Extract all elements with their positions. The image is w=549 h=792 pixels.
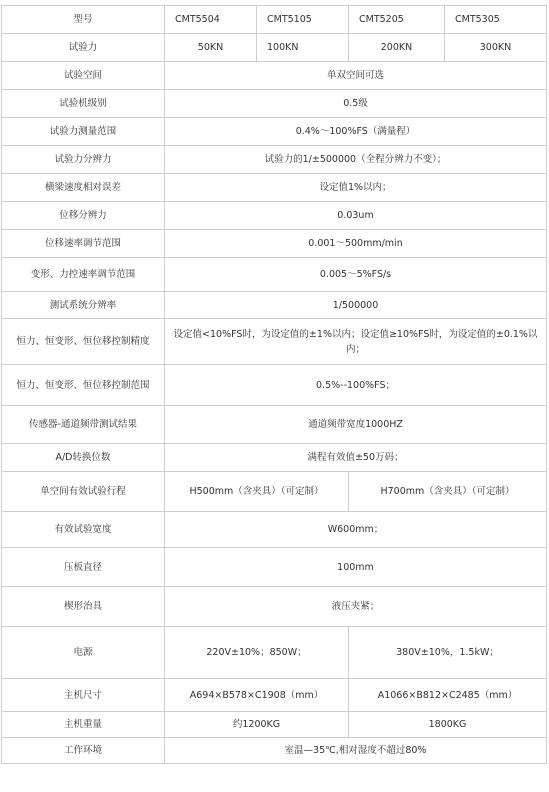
row-value: 试验力的1/±500000（全程分辨力不变）； bbox=[165, 146, 547, 174]
force-cell: 50KN bbox=[165, 34, 257, 62]
table-row bbox=[2, 230, 547, 258]
row-label: 试验机级别 bbox=[2, 90, 165, 118]
row-label: 试验空间 bbox=[2, 62, 165, 90]
table-row bbox=[2, 90, 547, 118]
row-value: 100mm bbox=[165, 548, 547, 587]
table-row bbox=[2, 319, 547, 365]
row-value: 设定值<10%FS时，为设定值的±1%以内；设定值≥10%FS时，为设定值的±0.1%以内； bbox=[165, 319, 547, 365]
row-label: 恒力、恒变形、恒位移控制精度 bbox=[2, 319, 165, 365]
row-value: 设定值1%以内； bbox=[165, 174, 547, 202]
row-label: 楔形治具 bbox=[2, 587, 165, 627]
row-value: 0.5级 bbox=[165, 90, 547, 118]
row-value-right: A1066×B812×C2485（mm） bbox=[349, 679, 547, 712]
row-value-left: 约1200KG bbox=[165, 712, 349, 738]
table-row bbox=[2, 444, 547, 472]
model-cell: CMT5105 bbox=[257, 6, 349, 34]
force-cell: 200KN bbox=[349, 34, 445, 62]
row-label: 传感器-通道频带测试结果 bbox=[2, 406, 165, 444]
row-label: 工作环境 bbox=[2, 738, 165, 764]
table-row bbox=[2, 512, 547, 548]
table-row bbox=[2, 365, 547, 406]
row-value-right: H700mm（含夹具）（可定制） bbox=[349, 472, 547, 512]
table-row bbox=[2, 174, 547, 202]
row-label: 位移速率调节范围 bbox=[2, 230, 165, 258]
row-label: 主机尺寸 bbox=[2, 679, 165, 712]
row-value: 0.005～5%FS/s bbox=[165, 258, 547, 292]
table-row bbox=[2, 62, 547, 90]
table-row bbox=[2, 146, 547, 174]
row-label: 横梁速度相对误差 bbox=[2, 174, 165, 202]
row-value: 0.03um bbox=[165, 202, 547, 230]
row-value: 1/500000 bbox=[165, 292, 547, 319]
table-row bbox=[2, 118, 547, 146]
row-label: 型号 bbox=[2, 6, 165, 34]
table-row-model bbox=[2, 6, 547, 34]
row-value: 0.001～500mm/min bbox=[165, 230, 547, 258]
table-row-stroke bbox=[2, 472, 547, 512]
row-value: W600mm； bbox=[165, 512, 547, 548]
row-label: 变形、力控速率调节范围 bbox=[2, 258, 165, 292]
table-row bbox=[2, 587, 547, 627]
row-label: 恒力、恒变形、恒位移控制范围 bbox=[2, 365, 165, 406]
row-label: 位移分辨力 bbox=[2, 202, 165, 230]
table-row bbox=[2, 406, 547, 444]
row-label: 电源 bbox=[2, 627, 165, 679]
force-cell: 100KN bbox=[257, 34, 349, 62]
table-row-size bbox=[2, 679, 547, 712]
row-value: 0.4%～100%FS（满量程） bbox=[165, 118, 547, 146]
row-label: 测试系统分辨率 bbox=[2, 292, 165, 319]
row-value: 0.5%--100%FS； bbox=[165, 365, 547, 406]
row-value: 满程有效值±50万码； bbox=[165, 444, 547, 472]
row-value-left: 220V±10%；850W； bbox=[165, 627, 349, 679]
row-label: 压板直径 bbox=[2, 548, 165, 587]
table-row bbox=[2, 202, 547, 230]
row-value-right: 380V±10%，1.5kW； bbox=[349, 627, 547, 679]
row-label: 试验力分辨力 bbox=[2, 146, 165, 174]
table-row bbox=[2, 548, 547, 587]
table-row-env bbox=[2, 738, 547, 764]
row-label: 单空间有效试验行程 bbox=[2, 472, 165, 512]
force-cell: 300KN bbox=[445, 34, 547, 62]
row-value: 室温—35℃,相对湿度不超过80% bbox=[165, 738, 547, 764]
table-row bbox=[2, 258, 547, 292]
row-value: 单双空间可选 bbox=[165, 62, 547, 90]
row-value-left: H500mm（含夹具）（可定制） bbox=[165, 472, 349, 512]
model-cell: CMT5504 bbox=[165, 6, 257, 34]
row-value: 通道频带宽度1000HZ bbox=[165, 406, 547, 444]
table-row-power bbox=[2, 627, 547, 679]
row-label: 试验力测量范围 bbox=[2, 118, 165, 146]
row-label: 主机重量 bbox=[2, 712, 165, 738]
table-row-weight bbox=[2, 712, 547, 738]
table-row bbox=[2, 292, 547, 319]
spec-table bbox=[1, 5, 547, 764]
table-row-force bbox=[2, 34, 547, 62]
row-value-left: A694×B578×C1908（mm） bbox=[165, 679, 349, 712]
row-label: 试验力 bbox=[2, 34, 165, 62]
model-cell: CMT5305 bbox=[445, 6, 547, 34]
row-value: 液压夹紧； bbox=[165, 587, 547, 627]
row-value-right: 1800KG bbox=[349, 712, 547, 738]
model-cell: CMT5205 bbox=[349, 6, 445, 34]
row-label: 有效试验宽度 bbox=[2, 512, 165, 548]
row-label: A/D转换位数 bbox=[2, 444, 165, 472]
